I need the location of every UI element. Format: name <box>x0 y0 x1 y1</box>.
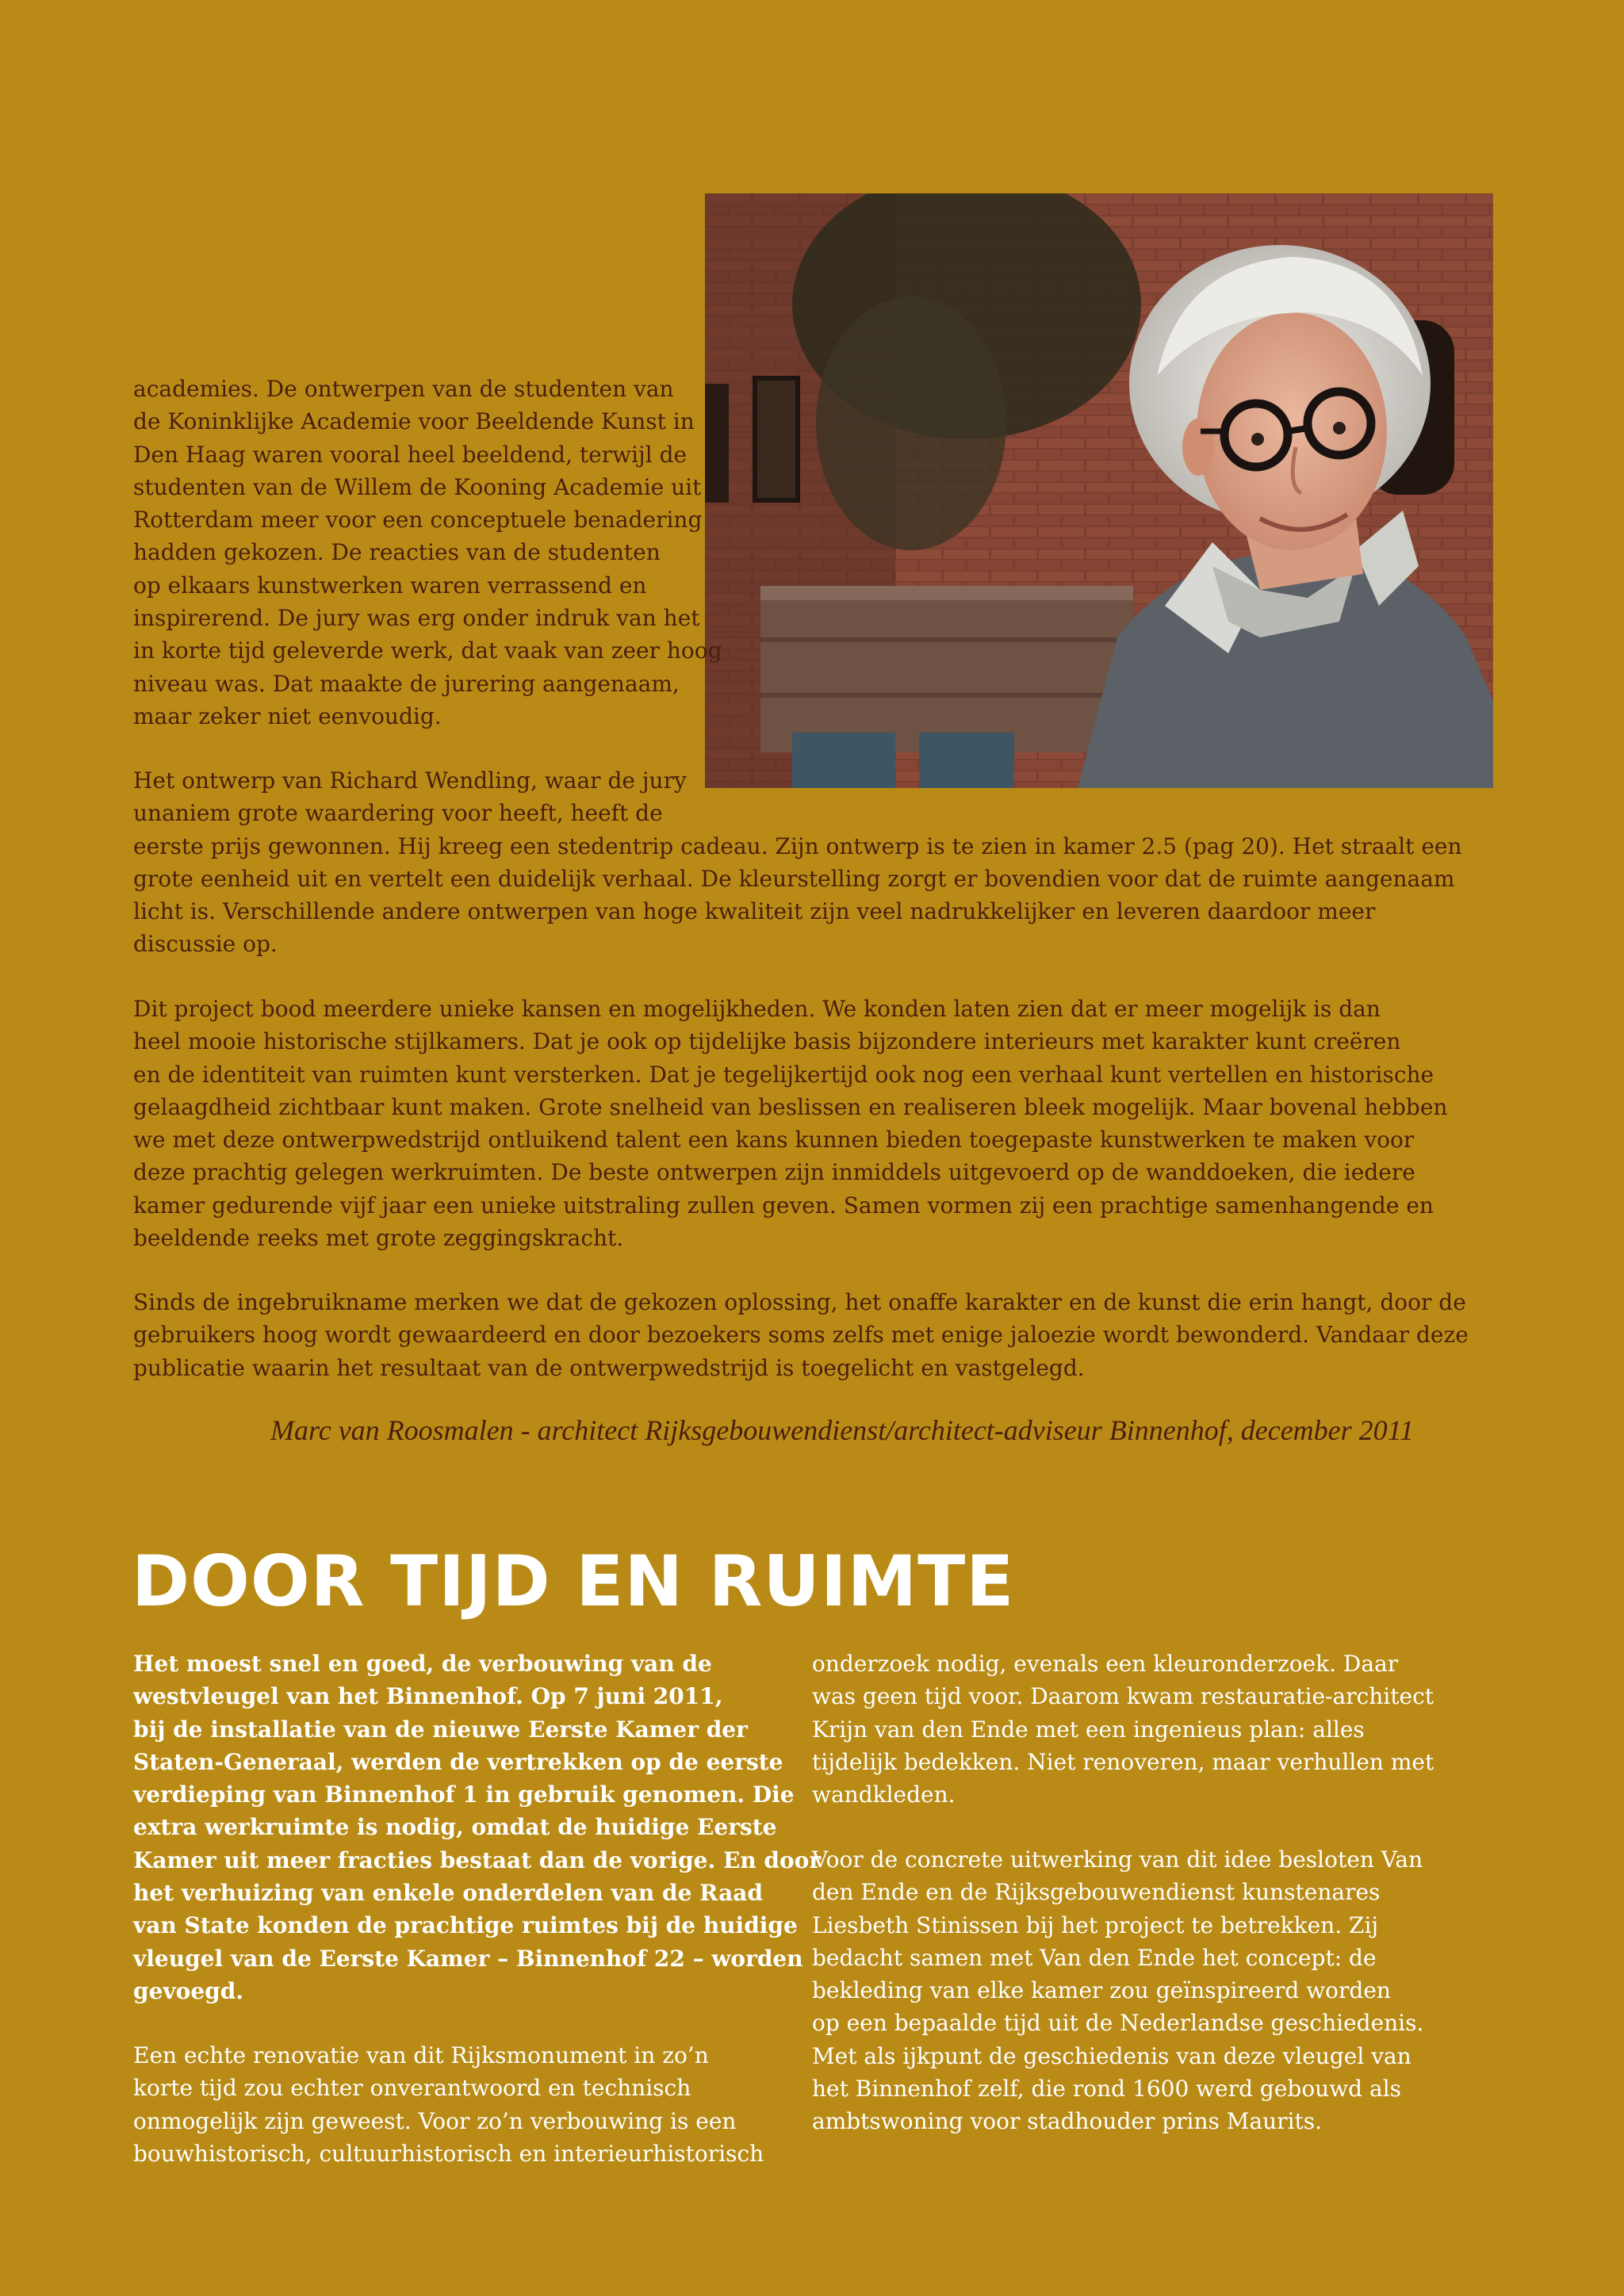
text-line: den Ende en de Rijksgebouwendienst kunstenares <box>812 1879 1381 1906</box>
text-line: onderzoek nodig, evenals een kleuronderzoek. Daar <box>812 1651 1399 1677</box>
body-paragraph-left <box>133 2039 764 2170</box>
text-line: Voor de concrete uitwerking van dit idee besloten Van <box>812 1846 1423 1873</box>
text-line: publicatie waarin het resultaat van de ontwerpwedstrijd is toegelicht en vastgelegd. <box>133 1354 1085 1381</box>
text-line: van State konden de prachtige ruimtes bij de huidige <box>133 1912 798 1939</box>
text-line: gevoegd. <box>133 1977 244 2004</box>
text-line: academies. De ontwerpen van de studenten van <box>133 376 674 402</box>
text-line: studenten van de Willem de Kooning Academie uit <box>133 473 702 500</box>
text-line: Krijn van den Ende met een ingenieus plan: alles <box>812 1716 1365 1743</box>
body-paragraph-right-1 <box>812 1647 1434 1811</box>
text-line: korte tijd zou echter onverantwoord en technisch <box>133 2075 691 2102</box>
text-line: op een bepaalde tijd uit de Nederlandse geschiedenis. <box>812 2010 1424 2037</box>
text-line: Dit project bood meerdere unieke kansen en mogelijkheden. We konden laten zien dat er meer mogelijk is dan <box>133 996 1381 1022</box>
text-line: verdieping van Binnenhof 1 in gebruik genomen. Die <box>133 1781 795 1808</box>
text-line: maar zeker niet eenvoudig. <box>133 702 442 729</box>
text-line: gelaagdheid zichtbaar kunt maken. Grote snelheid van beslissen en realiseren bleek mogelijk. Maar bovenal hebben <box>133 1093 1448 1120</box>
text-line: Met als ijkpunt de geschiedenis van deze vleugel van <box>812 2042 1411 2069</box>
text-line: vleugel van de Eerste Kamer – Binnenhof 22 – worden <box>133 1945 803 1972</box>
text-line: Staten-Generaal, werden de vertrekken op de eerste <box>133 1748 783 1775</box>
text-line: unaniem grote waardering voor heeft, heeft de <box>133 800 663 827</box>
text-line: inspirerend. De jury was erg onder indruk van het <box>133 605 700 632</box>
text-line: Het ontwerp van Richard Wendling, waar de jury <box>133 767 687 794</box>
text-line: wandkleden. <box>812 1781 956 1808</box>
text-line: kamer gedurende vijf jaar een unieke uitstraling zullen geven. Samen vormen zij een prachtige samenhangende en <box>133 1192 1434 1219</box>
body-paragraph-right-2 <box>812 1843 1423 2138</box>
text-line: heel mooie historische stijlkamers. Dat je ook op tijdelijke basis bijzondere interieurs met karakter kunt creëren <box>133 1028 1401 1055</box>
text-line: en de identiteit van ruimten kunt versterken. Dat je tegelijkertijd ook nog een verhaal kunt vertellen en historische <box>133 1061 1434 1088</box>
text-line: Sinds de ingebruikname merken we dat de gekozen oplossing, het onaffe karakter en de kunst die erin hangt, door de <box>133 1289 1466 1315</box>
text-line: Het moest snel en goed, de verbouwing van de <box>133 1651 712 1677</box>
text-line: hadden gekozen. De reacties van de studenten <box>133 539 661 566</box>
text-line: Kamer uit meer fracties bestaat dan de vorige. En door <box>133 1846 822 1873</box>
text-line: was geen tijd voor. Daarom kwam restauratie-architect <box>812 1683 1434 1710</box>
text-line: Een echte renovatie van dit Rijksmonument in zo’n <box>133 2042 709 2068</box>
text-line: Rotterdam meer voor een conceptuele benadering <box>133 507 703 534</box>
text-line: onmogelijk zijn geweest. Voor zo’n verbouwing is een <box>133 2107 737 2134</box>
intro-paragraph-4 <box>133 1286 1469 1384</box>
intro-paragraph-1 <box>133 373 722 733</box>
text-line: beeldende reeks met grote zeggingskracht. <box>133 1225 624 1252</box>
text-line: gebruikers hoog wordt gewaardeerd en door bezoekers soms zelfs met enige jaloezie wordt bewonderd. Vandaar deze <box>133 1322 1469 1349</box>
text-line: op elkaars kunstwerken waren verrassend en <box>133 572 647 599</box>
text-line: in korte tijd geleverde werk, dat vaak van zeer hoog <box>133 637 722 664</box>
text-line: bekleding van elke kamer zou geïnspireerd worden <box>812 1977 1391 2004</box>
text-line: Liesbeth Stinissen bij het project te betrekken. Zij <box>812 1911 1379 1938</box>
text-line: westvleugel van het Binnenhof. Op 7 juni 2011, <box>133 1683 723 1710</box>
text-line: grote eenheid uit en vertelt een duidelijk verhaal. De kleurstelling zorgt er bovendien voor dat de ruimte aangenaam <box>133 865 1455 892</box>
text-line: tijdelijk bedekken. Niet renoveren, maar verhullen met <box>812 1748 1434 1775</box>
text-line: ambtswoning voor stadhouder prins Maurits. <box>812 2108 1323 2135</box>
text-line: niveau was. Dat maakte de jurering aangenaam, <box>133 670 680 697</box>
intro-paragraph-2 <box>133 764 1462 961</box>
text-line: bedacht samen met Van den Ende het concept: de <box>812 1944 1377 1971</box>
section-title: DOOR TIJD EN RUIMTE <box>132 1540 1015 1622</box>
text-line: bij de installatie van de nieuwe Eerste Kamer der <box>133 1716 748 1743</box>
text-line: we met deze ontwerpwedstrijd ontluikend talent een kans kunnen bieden toegepaste kunstwerken te maken voor <box>133 1127 1415 1154</box>
text-line: licht is. Verschillende andere ontwerpen van hoge kwaliteit zijn veel nadrukkelijker en leveren daardoor meer <box>133 898 1376 925</box>
lead-paragraph <box>133 1647 821 2007</box>
text-line: bouwhistorisch, cultuurhistorisch en interieurhistorisch <box>133 2140 764 2167</box>
portrait-photo-image <box>705 193 1493 788</box>
author-signature: Marc van Roosmalen - architect Rijksgebouwendienst/architect-adviseur Binnenhof, december 2011 <box>270 1414 1414 1446</box>
text-line: eerste prijs gewonnen. Hij kreeg een stedentrip cadeau. Zijn ontwerp is te zien in kamer 2.5 (pag 20). Het straalt een <box>133 832 1462 859</box>
text-line: discussie op. <box>133 931 278 958</box>
portrait-photo <box>705 193 1493 788</box>
text-line: de Koninklijke Academie voor Beeldende Kunst in <box>133 408 695 435</box>
text-line: het Binnenhof zelf, die rond 1600 werd gebouwd als <box>812 2076 1402 2103</box>
text-line: Den Haag waren vooral heel beeldend, terwijl de <box>133 441 688 468</box>
text-line: het verhuizing van enkele onderdelen van de Raad <box>133 1880 763 1907</box>
text-line: deze prachtig gelegen werkruimten. De beste ontwerpen zijn inmiddels uitgevoerd op de wanddoeken, die iedere <box>133 1159 1415 1186</box>
text-line: extra werkruimte is nodig, omdat de huidige Eerste <box>133 1814 777 1841</box>
intro-paragraph-3 <box>133 993 1447 1254</box>
